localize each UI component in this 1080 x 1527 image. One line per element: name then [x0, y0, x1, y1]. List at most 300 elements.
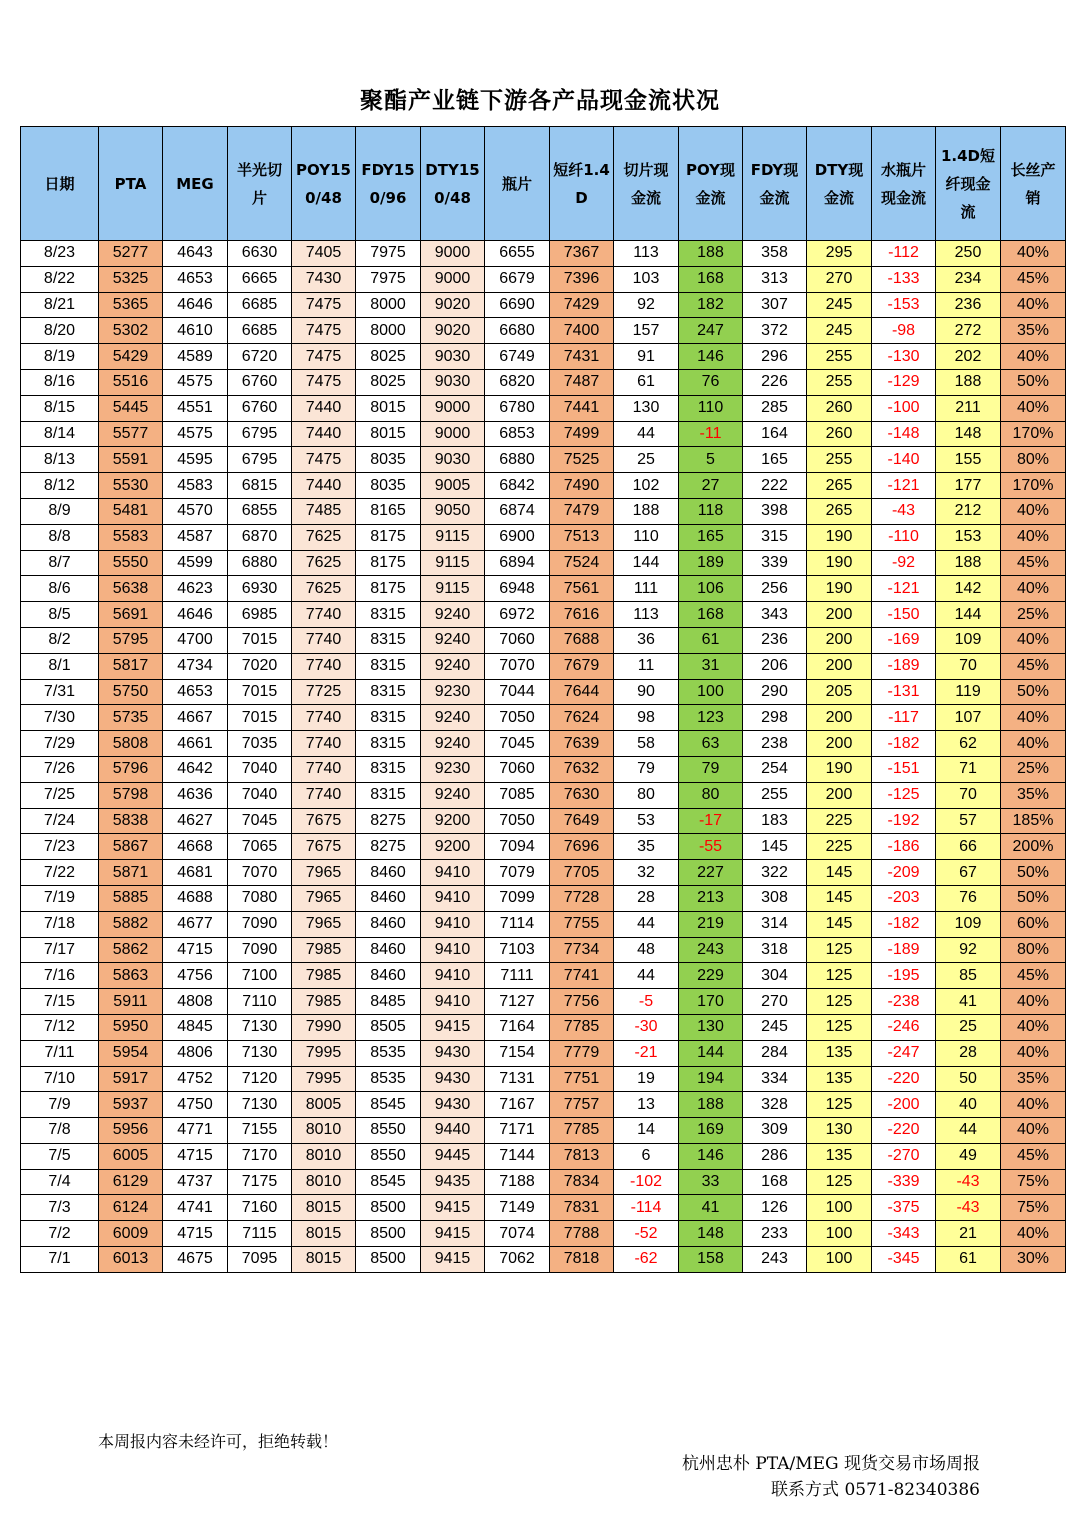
table-cell: 7090	[228, 937, 292, 963]
table-cell: 7499	[550, 421, 614, 447]
table-cell: 7487	[550, 369, 614, 395]
table-cell: 6874	[485, 498, 550, 524]
table-cell: 28	[614, 885, 679, 911]
table-row	[21, 1040, 1066, 1066]
table-cell: 205	[807, 679, 872, 705]
table-cell: 7/4	[21, 1169, 99, 1195]
table-cell: 126	[743, 1195, 807, 1221]
table-cell: 309	[743, 1118, 807, 1144]
table-row	[21, 705, 1066, 731]
table-cell: 7060	[485, 756, 550, 782]
table-cell: 7167	[485, 1092, 550, 1118]
table-cell: 6985	[228, 602, 292, 628]
table-cell: 7632	[550, 756, 614, 782]
table-row	[21, 421, 1066, 447]
table-cell: 6124	[99, 1195, 163, 1221]
table-cell: 7831	[550, 1195, 614, 1221]
table-cell: -238	[872, 989, 936, 1015]
table-cell: 238	[743, 731, 807, 757]
table-cell: 70	[936, 653, 1001, 679]
table-cell: -52	[614, 1221, 679, 1247]
table-cell: 183	[743, 808, 807, 834]
table-cell: 8545	[356, 1092, 421, 1118]
table-cell: 8/1	[21, 653, 99, 679]
table-cell: 113	[614, 241, 679, 267]
table-cell: 9440	[421, 1118, 485, 1144]
table-cell: 7/31	[21, 679, 99, 705]
table-cell: 111	[614, 576, 679, 602]
table-cell: 7405	[292, 241, 356, 267]
table-cell: 9445	[421, 1143, 485, 1169]
table-cell: 7015	[228, 679, 292, 705]
table-cell: 7740	[292, 705, 356, 731]
table-cell: 372	[743, 318, 807, 344]
table-cell: 85	[936, 963, 1001, 989]
table-cell: 7/26	[21, 756, 99, 782]
table-cell: 90	[614, 679, 679, 705]
table-cell: 7985	[292, 989, 356, 1015]
table-cell: 7396	[550, 266, 614, 292]
source-line: 杭州忠朴 PTA/MEG 现货交易市场周报	[681, 1454, 980, 1474]
table-cell: 358	[743, 241, 807, 267]
table-cell: 7/23	[21, 834, 99, 860]
table-cell: 80%	[1001, 447, 1066, 473]
table-cell: 110	[614, 524, 679, 550]
table-cell: 9050	[421, 498, 485, 524]
table-cell: 4642	[163, 756, 228, 782]
table-cell: -192	[872, 808, 936, 834]
table-cell: 4575	[163, 421, 228, 447]
table-cell: 7/16	[21, 963, 99, 989]
table-cell: 7625	[292, 524, 356, 550]
table-cell: 7164	[485, 1014, 550, 1040]
table-cell: 118	[679, 498, 743, 524]
table-cell: 188	[679, 241, 743, 267]
table-cell: 8175	[356, 524, 421, 550]
table-cell: 53	[614, 808, 679, 834]
table-cell: 8315	[356, 705, 421, 731]
table-cell: 6880	[485, 447, 550, 473]
table-cell: 50%	[1001, 679, 1066, 705]
table-cell: 8460	[356, 860, 421, 886]
table-cell: -182	[872, 911, 936, 937]
table-cell: 21	[936, 1221, 1001, 1247]
table-cell: 5867	[99, 834, 163, 860]
table-cell: 48	[614, 937, 679, 963]
table-cell: 190	[807, 524, 872, 550]
table-cell: 313	[743, 266, 807, 292]
table-cell: 40%	[1001, 731, 1066, 757]
table-cell: 6780	[485, 395, 550, 421]
table-cell: 7171	[485, 1118, 550, 1144]
table-cell: 7995	[292, 1066, 356, 1092]
table-row	[21, 318, 1066, 344]
table-cell: 7/29	[21, 731, 99, 757]
table-cell: 123	[679, 705, 743, 731]
table-cell: -151	[872, 756, 936, 782]
table-cell: 200	[807, 602, 872, 628]
table-cell: 8/6	[21, 576, 99, 602]
table-cell: 36	[614, 627, 679, 653]
table-cell: 315	[743, 524, 807, 550]
table-cell: 4623	[163, 576, 228, 602]
table-cell: 7475	[292, 344, 356, 370]
table-cell: 8/5	[21, 602, 99, 628]
table-cell: 286	[743, 1143, 807, 1169]
table-cell: 7524	[550, 550, 614, 576]
table-cell: 8550	[356, 1118, 421, 1144]
table-cell: 4715	[163, 1221, 228, 1247]
table-cell: 7740	[292, 782, 356, 808]
table-cell: 265	[807, 473, 872, 499]
table-cell: 13	[614, 1092, 679, 1118]
table-cell: 6665	[228, 266, 292, 292]
table-cell: 8460	[356, 937, 421, 963]
table-cell: 7616	[550, 602, 614, 628]
table-cell: 79	[614, 756, 679, 782]
table-cell: 7/22	[21, 860, 99, 886]
table-cell: 40%	[1001, 1118, 1066, 1144]
table-row	[21, 782, 1066, 808]
table-cell: 219	[679, 911, 743, 937]
table-cell: 7755	[550, 911, 614, 937]
table-cell: 7705	[550, 860, 614, 886]
table-cell: 188	[936, 550, 1001, 576]
column-header: FDY150/96	[356, 127, 421, 241]
table-cell: 8460	[356, 963, 421, 989]
table-cell: 6690	[485, 292, 550, 318]
table-cell: 7015	[228, 705, 292, 731]
header-row	[21, 127, 1066, 241]
table-cell: 8545	[356, 1169, 421, 1195]
table-cell: 7751	[550, 1066, 614, 1092]
table-cell: -150	[872, 602, 936, 628]
table-cell: 5950	[99, 1014, 163, 1040]
table-cell: 5530	[99, 473, 163, 499]
table-cell: 7995	[292, 1040, 356, 1066]
table-row	[21, 292, 1066, 318]
table-cell: 6009	[99, 1221, 163, 1247]
table-cell: 7170	[228, 1143, 292, 1169]
table-cell: 7/15	[21, 989, 99, 1015]
table-cell: 25	[936, 1014, 1001, 1040]
table-cell: 9030	[421, 344, 485, 370]
table-cell: 4646	[163, 602, 228, 628]
table-cell: 7561	[550, 576, 614, 602]
table-cell: 7160	[228, 1195, 292, 1221]
table-cell: 45%	[1001, 963, 1066, 989]
table-cell: 153	[936, 524, 1001, 550]
table-cell: 8460	[356, 885, 421, 911]
table-cell: 5277	[99, 241, 163, 267]
table-cell: 7679	[550, 653, 614, 679]
table-cell: 8/2	[21, 627, 99, 653]
table-cell: 265	[807, 498, 872, 524]
table-cell: -121	[872, 473, 936, 499]
table-cell: 188	[614, 498, 679, 524]
table-cell: 7785	[550, 1118, 614, 1144]
table-cell: 7818	[550, 1247, 614, 1273]
table-cell: 7367	[550, 241, 614, 267]
table-cell: 45%	[1001, 653, 1066, 679]
table-cell: 4667	[163, 705, 228, 731]
table-cell: 155	[936, 447, 1001, 473]
table-cell: 7050	[485, 705, 550, 731]
table-cell: -203	[872, 885, 936, 911]
table-cell: 7/11	[21, 1040, 99, 1066]
table-cell: 4741	[163, 1195, 228, 1221]
table-cell: 110	[679, 395, 743, 421]
table-cell: 80	[679, 782, 743, 808]
table-cell: 7985	[292, 937, 356, 963]
table-cell: 243	[679, 937, 743, 963]
table-cell: 25%	[1001, 756, 1066, 782]
table-cell: 7525	[550, 447, 614, 473]
table-cell: 7725	[292, 679, 356, 705]
table-cell: 6680	[485, 318, 550, 344]
table-cell: 5	[679, 447, 743, 473]
table-cell: 27	[679, 473, 743, 499]
table-cell: 7/18	[21, 911, 99, 937]
table-cell: 4681	[163, 860, 228, 886]
table-cell: 9230	[421, 679, 485, 705]
table-cell: 8000	[356, 318, 421, 344]
table-cell: 9000	[421, 421, 485, 447]
table-cell: 9430	[421, 1092, 485, 1118]
column-header: 瓶片	[485, 127, 550, 241]
table-cell: 5325	[99, 266, 163, 292]
table-cell: 40%	[1001, 395, 1066, 421]
table-cell: 6815	[228, 473, 292, 499]
table-cell: 45%	[1001, 266, 1066, 292]
table-cell: 70	[936, 782, 1001, 808]
table-cell: 61	[679, 627, 743, 653]
table-cell: 7965	[292, 860, 356, 886]
table-cell: 5516	[99, 369, 163, 395]
contact-line: 联系方式 0571-82340386	[771, 1480, 980, 1500]
table-cell: 8315	[356, 756, 421, 782]
table-cell: 35%	[1001, 782, 1066, 808]
table-cell: 236	[936, 292, 1001, 318]
table-cell: 7485	[292, 498, 356, 524]
table-cell: 50%	[1001, 369, 1066, 395]
table-cell: 7115	[228, 1221, 292, 1247]
table-cell: 7085	[485, 782, 550, 808]
table-cell: -375	[872, 1195, 936, 1221]
table-cell: -345	[872, 1247, 936, 1273]
table-cell: 6930	[228, 576, 292, 602]
table-cell: 285	[743, 395, 807, 421]
table-cell: 9020	[421, 318, 485, 344]
table-cell: 9030	[421, 447, 485, 473]
table-cell: 7785	[550, 1014, 614, 1040]
table-cell: -112	[872, 241, 936, 267]
table-cell: 40%	[1001, 1014, 1066, 1040]
table-cell: 7020	[228, 653, 292, 679]
table-cell: 7688	[550, 627, 614, 653]
table-cell: 6685	[228, 292, 292, 318]
table-row	[21, 937, 1066, 963]
table-cell: 247	[679, 318, 743, 344]
table-cell: 213	[679, 885, 743, 911]
table-cell: 40%	[1001, 344, 1066, 370]
table-cell: -140	[872, 447, 936, 473]
table-cell: 7095	[228, 1247, 292, 1273]
table-cell: 7740	[292, 756, 356, 782]
table-cell: 9000	[421, 241, 485, 267]
table-cell: 75%	[1001, 1169, 1066, 1195]
table-cell: 233	[743, 1221, 807, 1247]
table-cell: -121	[872, 576, 936, 602]
table-cell: -117	[872, 705, 936, 731]
table-cell: 9230	[421, 756, 485, 782]
table-row	[21, 808, 1066, 834]
table-cell: 7/10	[21, 1066, 99, 1092]
table-cell: 260	[807, 421, 872, 447]
table-cell: 40%	[1001, 292, 1066, 318]
table-cell: 4636	[163, 782, 228, 808]
table-cell: -247	[872, 1040, 936, 1066]
table-cell: 14	[614, 1118, 679, 1144]
table-cell: 168	[679, 266, 743, 292]
table-cell: 7080	[228, 885, 292, 911]
table-cell: 7513	[550, 524, 614, 550]
table-cell: 157	[614, 318, 679, 344]
table-cell: 125	[807, 1169, 872, 1195]
table-cell: 44	[614, 421, 679, 447]
table-cell: 5638	[99, 576, 163, 602]
table-cell: -11	[679, 421, 743, 447]
table-cell: 7070	[485, 653, 550, 679]
table-cell: -209	[872, 860, 936, 886]
table-cell: 8/21	[21, 292, 99, 318]
table-cell: 182	[679, 292, 743, 318]
table-cell: -114	[614, 1195, 679, 1221]
table-cell: 4551	[163, 395, 228, 421]
table-cell: 7114	[485, 911, 550, 937]
table-row	[21, 860, 1066, 886]
table-cell: 76	[679, 369, 743, 395]
table-cell: 40%	[1001, 1221, 1066, 1247]
table-cell: 8025	[356, 369, 421, 395]
table-cell: 103	[614, 266, 679, 292]
table-cell: 67	[936, 860, 1001, 886]
table-cell: 318	[743, 937, 807, 963]
table-cell: 190	[807, 550, 872, 576]
table-cell: 6129	[99, 1169, 163, 1195]
table-cell: 190	[807, 576, 872, 602]
table-cell: -5	[614, 989, 679, 1015]
table-cell: 398	[743, 498, 807, 524]
table-cell: -343	[872, 1221, 936, 1247]
table-row	[21, 989, 1066, 1015]
table-row	[21, 395, 1066, 421]
column-header: 长丝产销	[1001, 127, 1066, 241]
table-cell: 290	[743, 679, 807, 705]
table-cell: 7/5	[21, 1143, 99, 1169]
table-cell: 7/2	[21, 1221, 99, 1247]
table-cell: -30	[614, 1014, 679, 1040]
table-cell: -55	[679, 834, 743, 860]
table-cell: 7074	[485, 1221, 550, 1247]
cash-flow-table	[20, 126, 1066, 1273]
table-cell: 146	[679, 344, 743, 370]
table-cell: 9410	[421, 937, 485, 963]
table-cell: 4583	[163, 473, 228, 499]
table-cell: 9415	[421, 1247, 485, 1273]
table-cell: 5796	[99, 756, 163, 782]
table-cell: 6	[614, 1143, 679, 1169]
table-cell: 270	[807, 266, 872, 292]
table-row	[21, 885, 1066, 911]
table-cell: 9115	[421, 524, 485, 550]
table-row	[21, 911, 1066, 937]
table-cell: 206	[743, 653, 807, 679]
table-cell: 4806	[163, 1040, 228, 1066]
table-cell: 295	[807, 241, 872, 267]
table-cell: 245	[743, 1014, 807, 1040]
table-cell: 119	[936, 679, 1001, 705]
table-cell: 11	[614, 653, 679, 679]
table-cell: 8010	[292, 1143, 356, 1169]
column-header: DTY现金流	[807, 127, 872, 241]
table-cell: 260	[807, 395, 872, 421]
table-cell: 9435	[421, 1169, 485, 1195]
table-cell: 8165	[356, 498, 421, 524]
table-cell: 30%	[1001, 1247, 1066, 1273]
table-cell: 28	[936, 1040, 1001, 1066]
table-cell: 8500	[356, 1247, 421, 1273]
table-cell: 4675	[163, 1247, 228, 1273]
table-cell: 8315	[356, 653, 421, 679]
table-cell: 7430	[292, 266, 356, 292]
table-cell: 164	[743, 421, 807, 447]
table-cell: 7/19	[21, 885, 99, 911]
table-cell: 7015	[228, 627, 292, 653]
table-cell: 8/19	[21, 344, 99, 370]
column-header: 水瓶片现金流	[872, 127, 936, 241]
table-cell: 8/22	[21, 266, 99, 292]
table-cell: 4653	[163, 679, 228, 705]
table-cell: 100	[807, 1195, 872, 1221]
table-row	[21, 1247, 1066, 1273]
column-header: 1.4D短纤现金流	[936, 127, 1001, 241]
table-cell: 7/12	[21, 1014, 99, 1040]
table-cell: -98	[872, 318, 936, 344]
table-cell: 255	[743, 782, 807, 808]
table-cell: 7065	[228, 834, 292, 860]
table-cell: 158	[679, 1247, 743, 1273]
table-cell: 8175	[356, 550, 421, 576]
table-cell: 7644	[550, 679, 614, 705]
table-cell: 25	[614, 447, 679, 473]
table-cell: 4756	[163, 963, 228, 989]
table-cell: 5365	[99, 292, 163, 318]
table-cell: 7090	[228, 911, 292, 937]
table-cell: 8535	[356, 1040, 421, 1066]
table-cell: 142	[936, 576, 1001, 602]
table-cell: 6749	[485, 344, 550, 370]
table-cell: 7630	[550, 782, 614, 808]
table-cell: 6820	[485, 369, 550, 395]
table-cell: -189	[872, 653, 936, 679]
table-cell: 40%	[1001, 705, 1066, 731]
table-cell: 4771	[163, 1118, 228, 1144]
table-cell: 61	[614, 369, 679, 395]
table-cell: 7734	[550, 937, 614, 963]
table-cell: 7440	[292, 473, 356, 499]
table-cell: 7639	[550, 731, 614, 757]
